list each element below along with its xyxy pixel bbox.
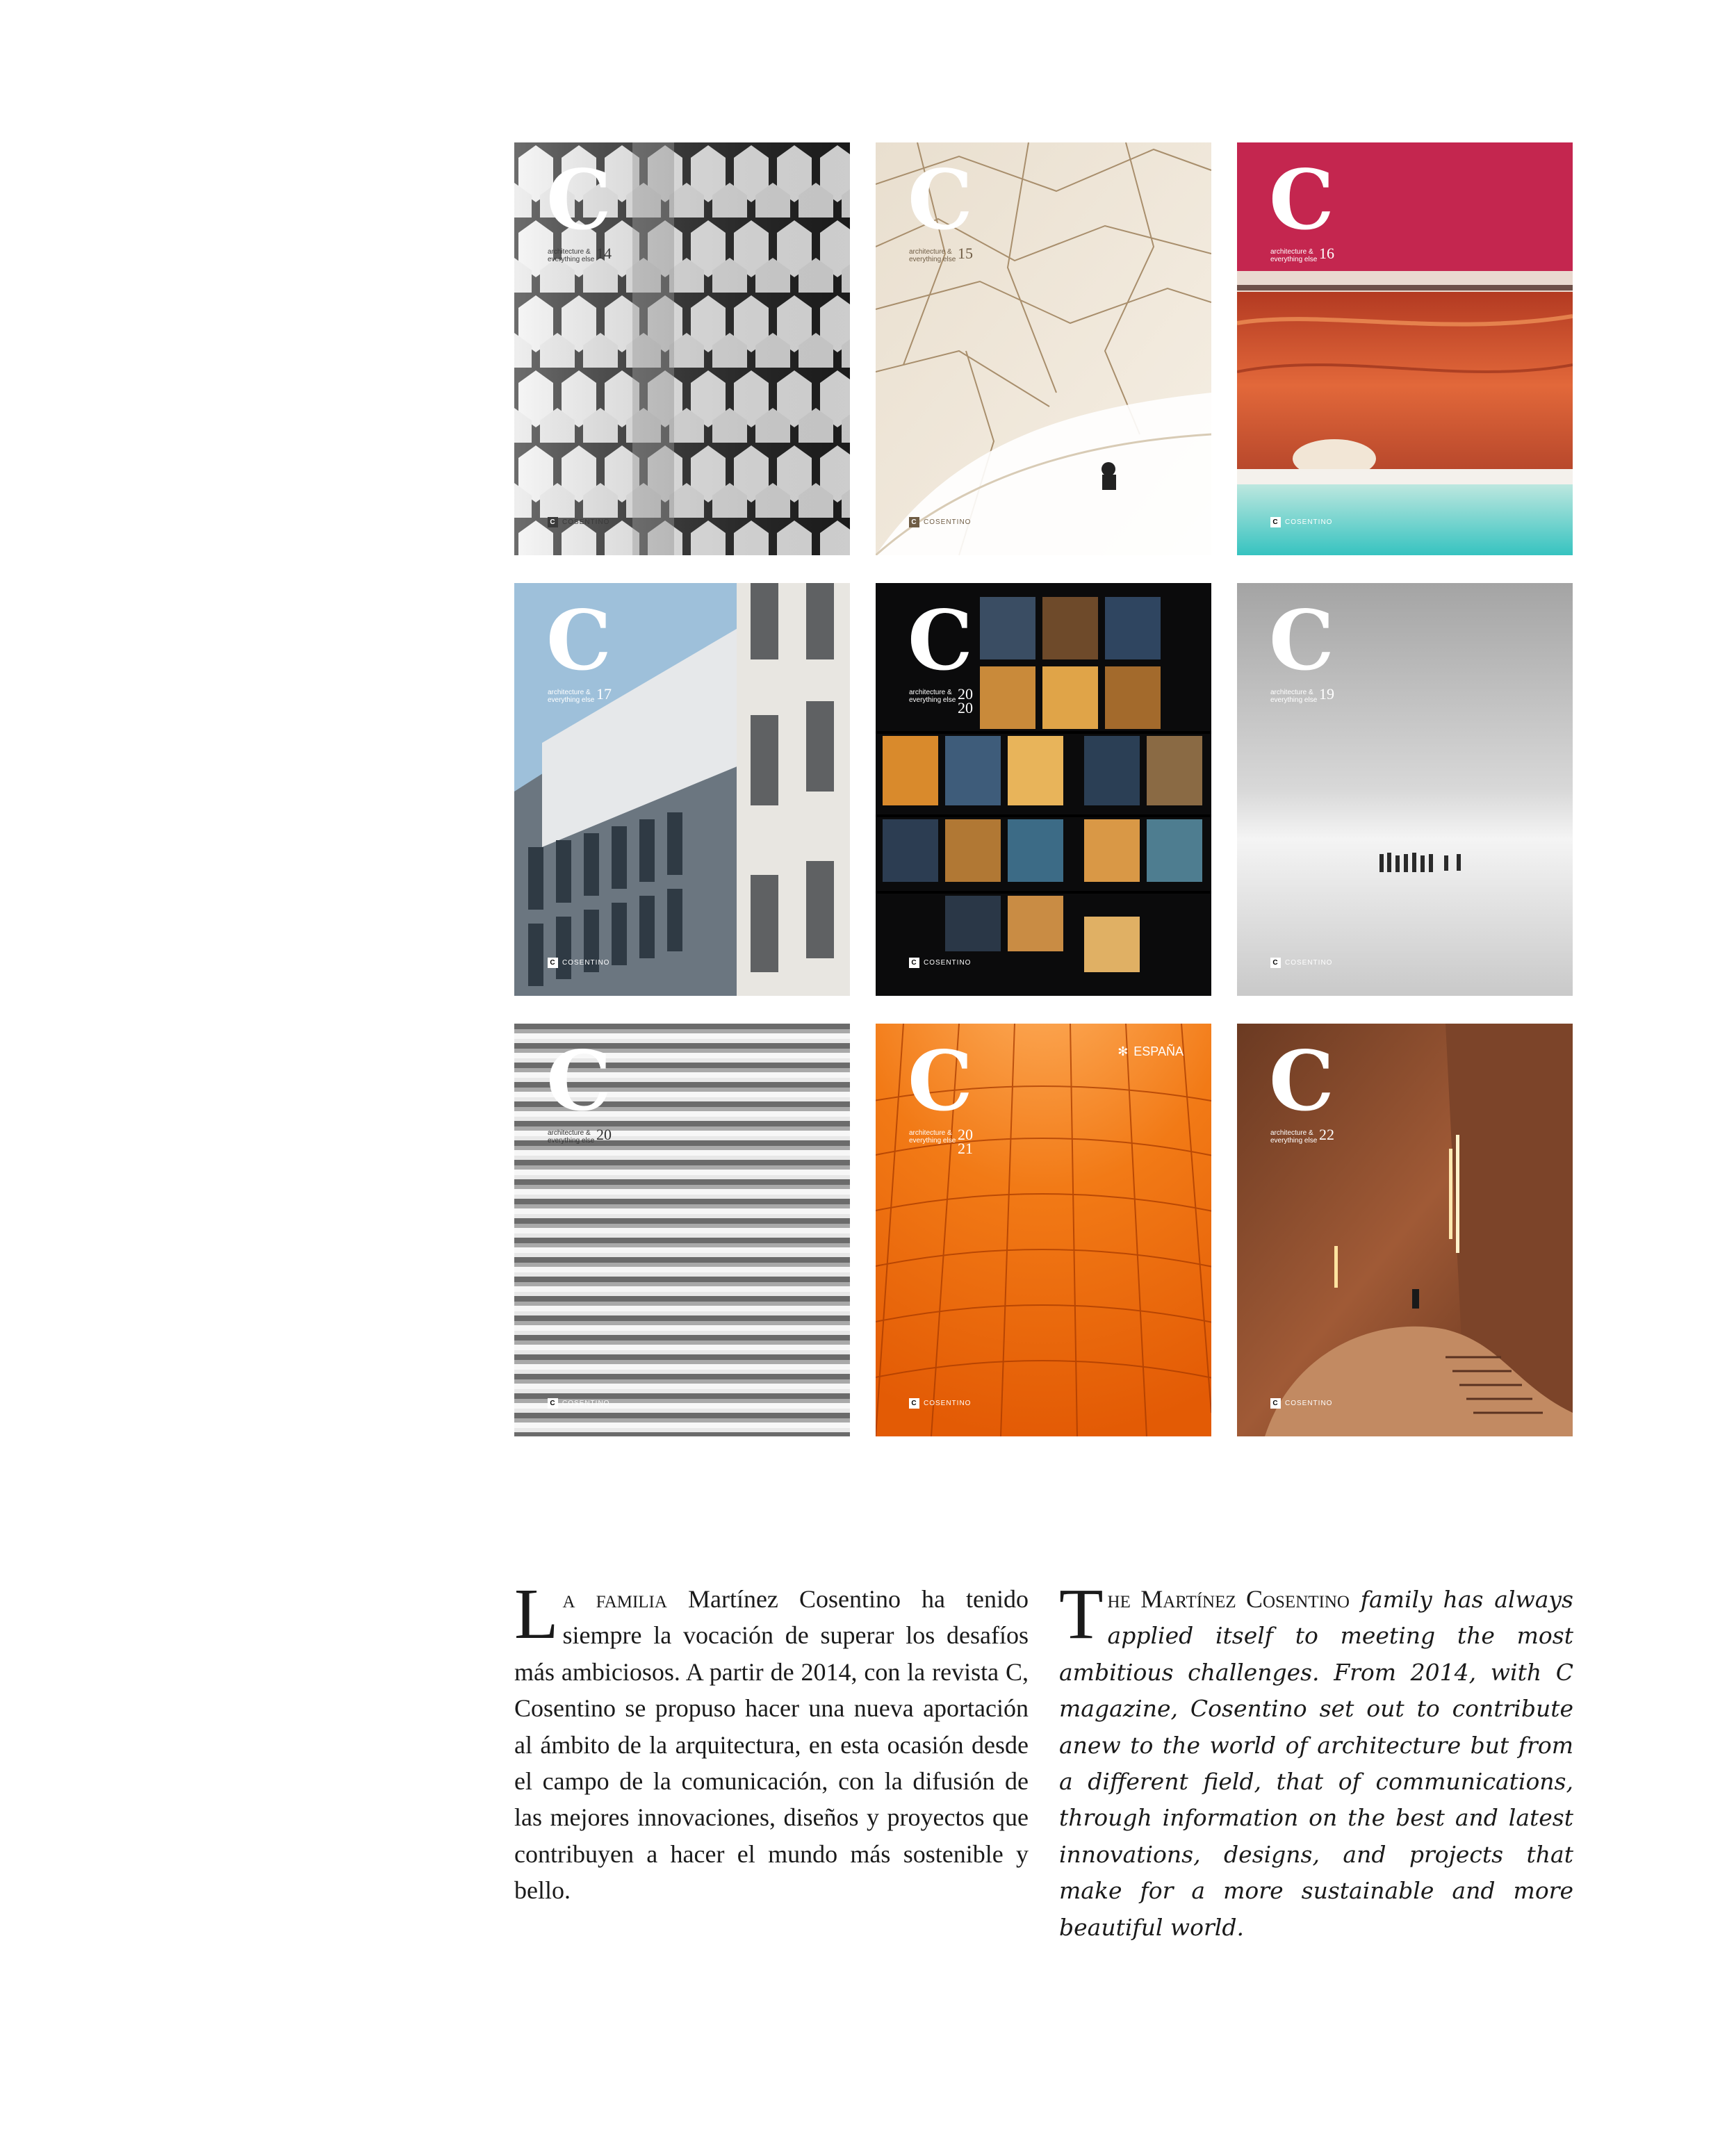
brand-mark — [548, 1398, 609, 1409]
cosentino-logo-icon: C — [548, 1398, 558, 1409]
brand-name: COSENTINO — [1285, 518, 1333, 526]
body-text: family has always applied itself to meeting the most ambitious challenges. From 2014, with C magazine, Cosentino set out to contribute anew to the world of architecture but from a different field, that of communications, through information on the best and latest innovations, designs, and projects that make for a more sustainable and more beautiful world. — [1059, 1586, 1573, 1941]
masthead: C — [908, 1033, 973, 1129]
tagline: architecture & everything else — [548, 248, 595, 263]
issue-number: 20 — [596, 1126, 612, 1143]
cover-issue-14 — [514, 142, 850, 555]
brand-name: COSENTINO — [924, 518, 972, 526]
masthead: C — [908, 151, 973, 248]
cover-issue-16 — [1237, 142, 1573, 555]
issue-number: 14 — [596, 245, 612, 262]
brand-name: COSENTINO — [562, 1400, 610, 1407]
dropcap: T — [1059, 1574, 1104, 1654]
lead-in: a familia — [562, 1585, 667, 1613]
body-text: Martínez Cosentino ha tenido siempre la vocación de superar los desafíos más ambiciosos. A partir de 2014, con la revista C, Cosentino se propuso hacer una nueva aportación al ámbito de la arquitectura, en esta ocasión desde el campo de la comunicación, con la difusión de las mejores innovaciones, diseños y proyectos que contribuyen a hacer el mundo más sostenible y bello. — [514, 1585, 1029, 1905]
masthead: C — [546, 592, 612, 689]
brand-mark — [1270, 1398, 1332, 1409]
brand-name: COSENTINO — [562, 518, 610, 526]
dropcap: L — [514, 1574, 559, 1654]
masthead: C — [1269, 151, 1334, 248]
brand-name: COSENTINO — [562, 959, 610, 967]
country-badge — [1117, 1044, 1184, 1059]
masthead: C — [908, 592, 973, 689]
tagline: architecture & everything else — [548, 689, 595, 704]
masthead: C — [1269, 592, 1334, 689]
badge-label: ESPAÑA — [1133, 1044, 1184, 1058]
brand-name: COSENTINO — [1285, 959, 1333, 967]
issue-number: 19 — [1319, 685, 1334, 703]
brand-mark — [1270, 958, 1332, 968]
tagline: architecture & everything else — [909, 689, 956, 704]
cover-issue-20-21 — [876, 1024, 1211, 1436]
english-paragraph — [1059, 1574, 1573, 1946]
issue-number: 20 21 — [958, 1126, 973, 1157]
cosentino-logo-icon: C — [1270, 1398, 1281, 1409]
tagline: architecture & everything else — [909, 248, 956, 263]
tagline: architecture & everything else — [1270, 1129, 1318, 1145]
brand-mark — [909, 1398, 971, 1409]
issue-number: 20 20 — [958, 685, 973, 716]
brand-mark — [909, 958, 971, 968]
cover-issue-20 — [514, 1024, 850, 1436]
cover-issue-22 — [1237, 1024, 1573, 1436]
cosentino-logo-icon: C — [548, 958, 558, 968]
cosentino-logo-icon: C — [909, 517, 919, 527]
spanish-paragraph — [514, 1574, 1029, 1909]
brand-mark — [548, 517, 609, 527]
masthead: C — [1269, 1033, 1334, 1129]
masthead: C — [546, 1033, 612, 1129]
tagline: architecture & everything else — [1270, 248, 1318, 263]
masthead: C — [546, 151, 612, 248]
tagline: architecture & everything else — [548, 1129, 595, 1145]
issue-number: 22 — [1319, 1126, 1334, 1143]
cover-issue-20-20 — [876, 583, 1211, 996]
cover-issue-19 — [1237, 583, 1573, 996]
brand-mark — [548, 958, 609, 968]
brand-name: COSENTINO — [1285, 1400, 1333, 1407]
brand-name: COSENTINO — [924, 1400, 972, 1407]
cosentino-logo-icon: C — [1270, 958, 1281, 968]
brand-name: COSENTINO — [924, 959, 972, 967]
brand-mark — [1270, 517, 1332, 527]
cover-issue-15 — [876, 142, 1211, 555]
brand-mark — [909, 517, 971, 527]
cover-issue-17 — [514, 583, 850, 996]
lead-in: he Martínez Cosentino — [1107, 1585, 1350, 1613]
cosentino-logo-icon: C — [909, 1398, 919, 1409]
tagline: architecture & everything else — [1270, 689, 1318, 704]
cosentino-logo-icon: C — [909, 958, 919, 968]
cosentino-logo-icon: C — [548, 517, 558, 527]
magazine-cover-grid — [514, 142, 1573, 1436]
cosentino-logo-icon: C — [1270, 517, 1281, 527]
snowflake-icon: ✻ — [1117, 1044, 1129, 1058]
tagline: architecture & everything else — [909, 1129, 956, 1145]
issue-number: 17 — [596, 685, 612, 703]
issue-number: 15 — [958, 245, 973, 262]
issue-number: 16 — [1319, 245, 1334, 262]
